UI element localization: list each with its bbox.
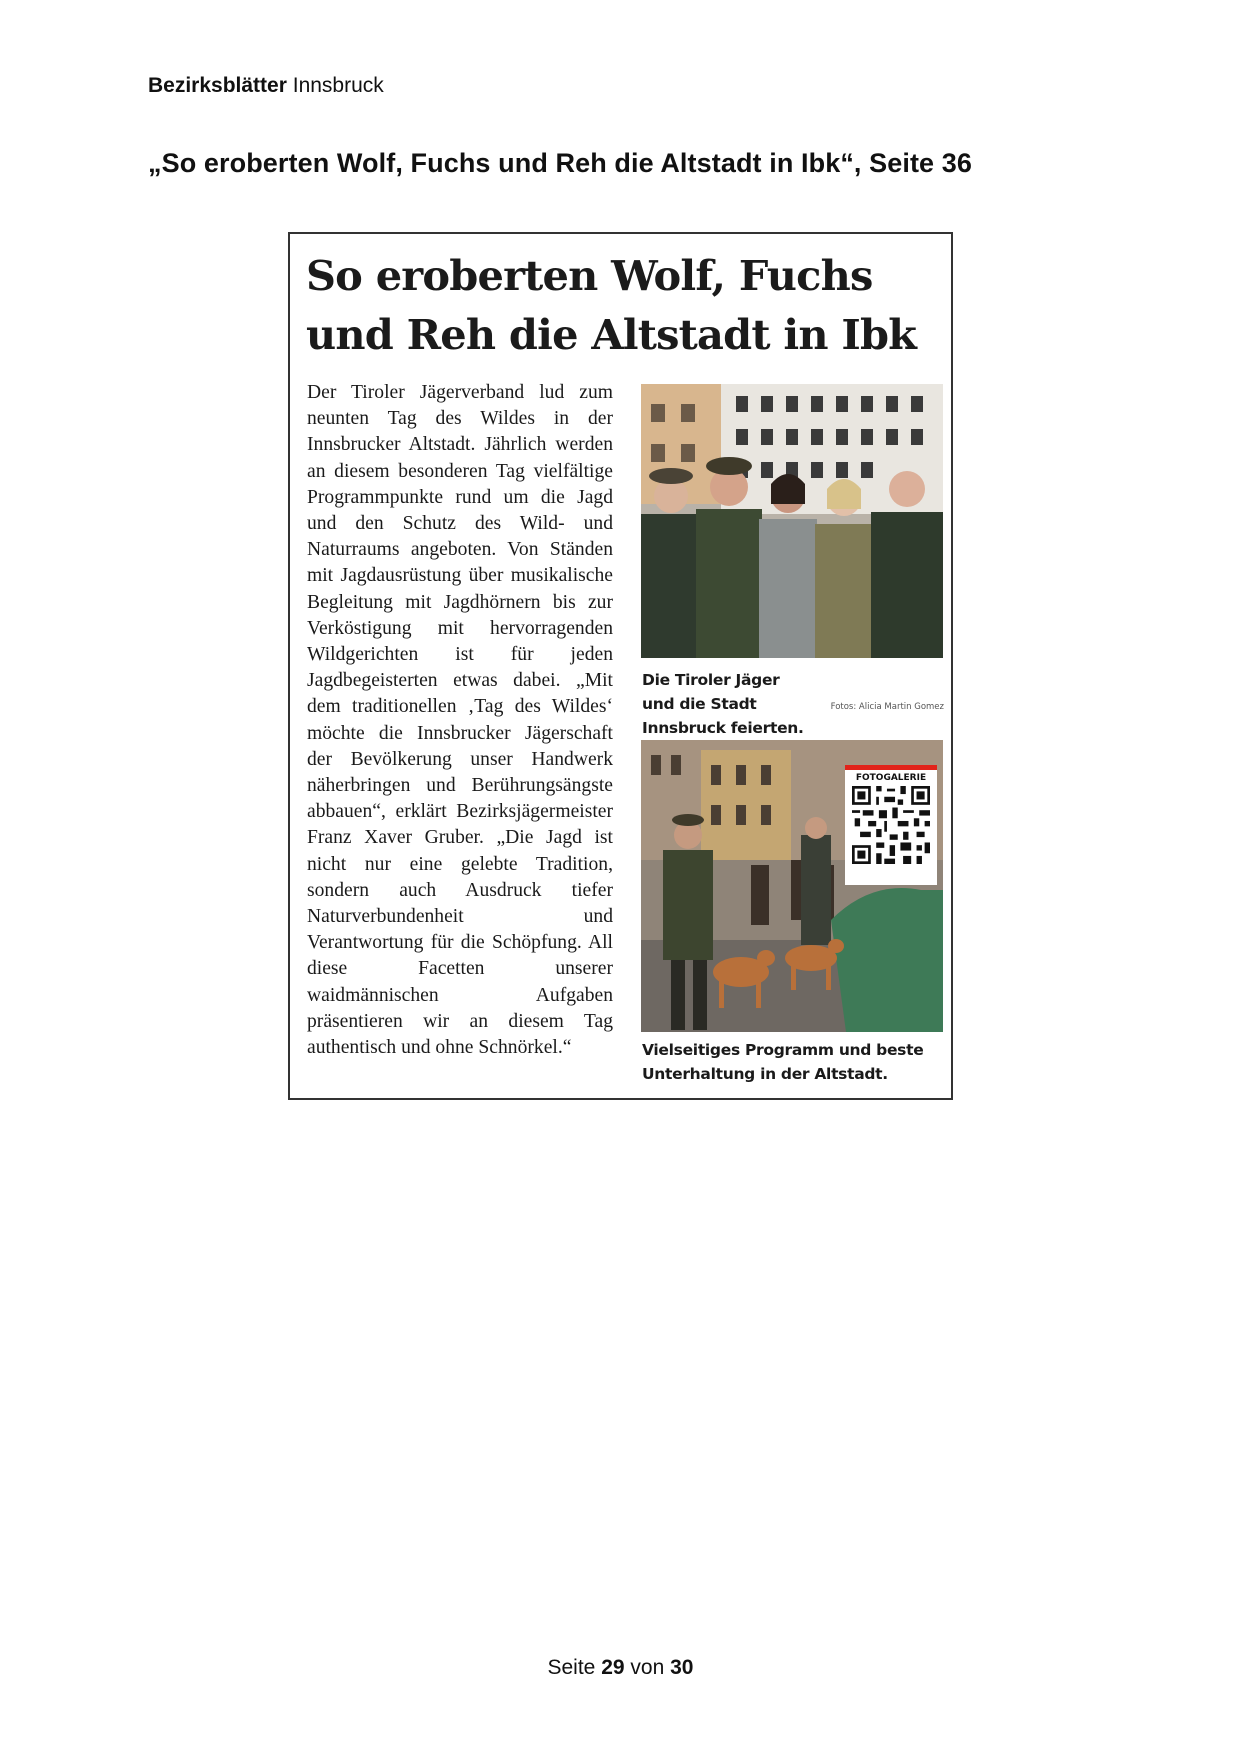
article-body: Der Tiroler Jägerverband lud zum neunten Tag des Wildes in der Innsbrucker Altstadt. Jährlich werden an diesem besonderen Tag vielfältige Programmpunkte rund um die Jagd und den Schutz des Wild- und Naturraums angeboten. Von Ständen mit Jagdausrüstung über musikalische Begleitung mit Jagdhörnern bis zur Verköstigung mit hervorragenden Wildgerichten ist für jeden Jagdbegeisterten etwas dabei. „Mit dem traditionellen ‚Tag des Wildes‘ möchte die Innsbrucker Jägerschaft der Bevölkerung unser Handwerk näherbringen und Berührungsängste abbauen“, erklärt Bezirksjägermeister Franz Xaver Gruber. „Die Jagd ist nicht nur eine gelebte Tradition, sondern auch Ausdruck tiefer Naturverbundenheit und Verantwortung für die Schöpfung. All diese Facetten unserer waidmännischen Aufgaben präsentieren wir an diesem Tag authentisch und ohne Schnörkel.“ bbox=[307, 382, 613, 1059]
qr-code-icon bbox=[852, 786, 930, 864]
publication-source bbox=[148, 74, 384, 98]
group-photo bbox=[641, 384, 943, 658]
page-current: 29 bbox=[601, 1656, 625, 1679]
page-prefix: Seite bbox=[547, 1656, 596, 1679]
group-photo-illustration bbox=[641, 384, 943, 658]
source-region: Innsbruck bbox=[292, 74, 384, 97]
page-number bbox=[0, 1656, 1241, 1680]
article-reference-heading: „So eroberten Wolf, Fuchs und Reh die Altstadt in Ibk“, Seite 36 bbox=[148, 148, 973, 178]
page-separator: von bbox=[630, 1656, 665, 1679]
newspaper-clipping bbox=[288, 232, 953, 1100]
source-name: Bezirksblätter bbox=[148, 74, 287, 97]
article-title: So eroberten Wolf, Fuchs und Reh die Altstadt in Ibk bbox=[306, 251, 917, 359]
photo-credit: Fotos: Alicia Martin Gomez bbox=[830, 702, 944, 712]
fotogalerie-qr-box[interactable] bbox=[845, 765, 937, 885]
fotogalerie-label: FOTOGALERIE bbox=[855, 773, 927, 783]
photo-caption-2: Vielseitiges Programm und beste Unterhaltung in der Altstadt. bbox=[642, 1041, 924, 1083]
photo-caption-1: Die Tiroler Jäger und die Stadt Innsbruck feierten. bbox=[642, 671, 804, 737]
page-total: 30 bbox=[670, 1656, 694, 1679]
